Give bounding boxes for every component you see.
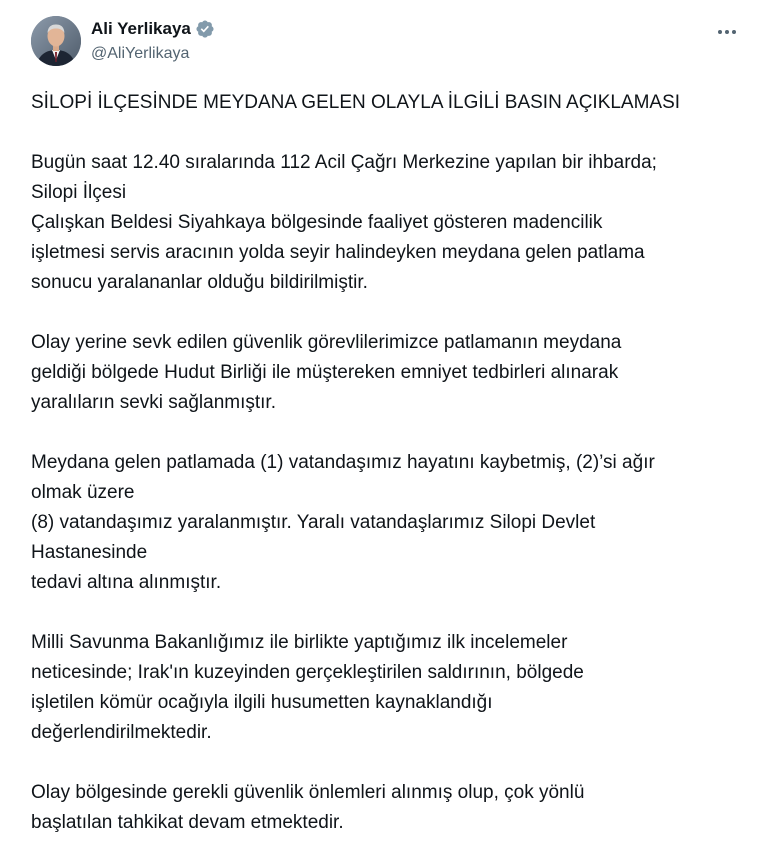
text-line: Meydana gelen patlamada (1) vatandaşımız hayatını kaybetmiş, (2)’si ağır [31, 452, 655, 473]
more-options-icon [717, 29, 737, 35]
text-line: sonucu yaralananlar olduğu bildirilmiştir. [31, 272, 368, 293]
paragraph [31, 628, 751, 748]
tweet-header [31, 16, 741, 70]
author-handle[interactable]: @AliYerlikaya [91, 45, 190, 62]
tweet-text [31, 88, 751, 838]
author-name-row [91, 18, 215, 40]
paragraph [31, 148, 751, 298]
text-line: Çalışkan Beldesi Siyahkaya bölgesinde faaliyet gösteren madencilik [31, 212, 603, 233]
tweet-title: SİLOPİ İLÇESİNDE MEYDANA GELEN OLAYLA İLGİLİ BASIN AÇIKLAMASI [31, 92, 681, 113]
text-line: Olay bölgesinde gerekli güvenlik önlemleri alınmış olup, çok yönlü [31, 782, 585, 803]
paragraph [31, 328, 751, 418]
text-line: (8) vatandaşımız yaralanmıştır. Yaralı vatandaşlarımız Silopi Devlet [31, 512, 596, 533]
paragraph [31, 448, 751, 598]
text-line: geldiği bölgede Hudut Birliği ile müştereken emniyet tedbirleri alınarak [31, 362, 619, 383]
paragraph [31, 778, 751, 838]
text-line: tedavi altına alınmıştır. [31, 572, 222, 593]
text-line: değerlendirilmektedir. [31, 722, 212, 743]
text-line: Silopi İlçesi [31, 182, 127, 203]
text-line: Milli Savunma Bakanlığımız ile birlikte yaptığımız ilk incelemeler [31, 632, 568, 653]
more-options-button[interactable] [713, 20, 741, 44]
author-name[interactable]: Ali Yerlikaya [91, 19, 191, 38]
text-line: Bugün saat 12.40 sıralarında 112 Acil Çağrı Merkezine yapılan bir ihbarda; [31, 152, 657, 173]
text-line: Olay yerine sevk edilen güvenlik görevlilerimizce patlamanın meydana [31, 332, 622, 353]
text-line: olmak üzere [31, 482, 135, 503]
profile-photo [31, 16, 81, 66]
author-block [91, 18, 215, 65]
text-line: neticesinde; Irak'ın kuzeyinden gerçekleştirilen saldırının, bölgede [31, 662, 584, 683]
text-line: işletmesi servis aracının yolda seyir halindeyken meydana gelen patlama [31, 242, 645, 263]
text-line: başlatılan tahkikat devam etmektedir. [31, 812, 344, 833]
text-line: Hastanesinde [31, 542, 148, 563]
text-line: yaralıların sevki sağlanmıştır. [31, 392, 276, 413]
avatar[interactable] [31, 16, 81, 66]
verified-badge-icon[interactable] [195, 19, 215, 39]
text-line: işletilen kömür ocağıyla ilgili husumetten kaynaklandığı [31, 692, 493, 713]
